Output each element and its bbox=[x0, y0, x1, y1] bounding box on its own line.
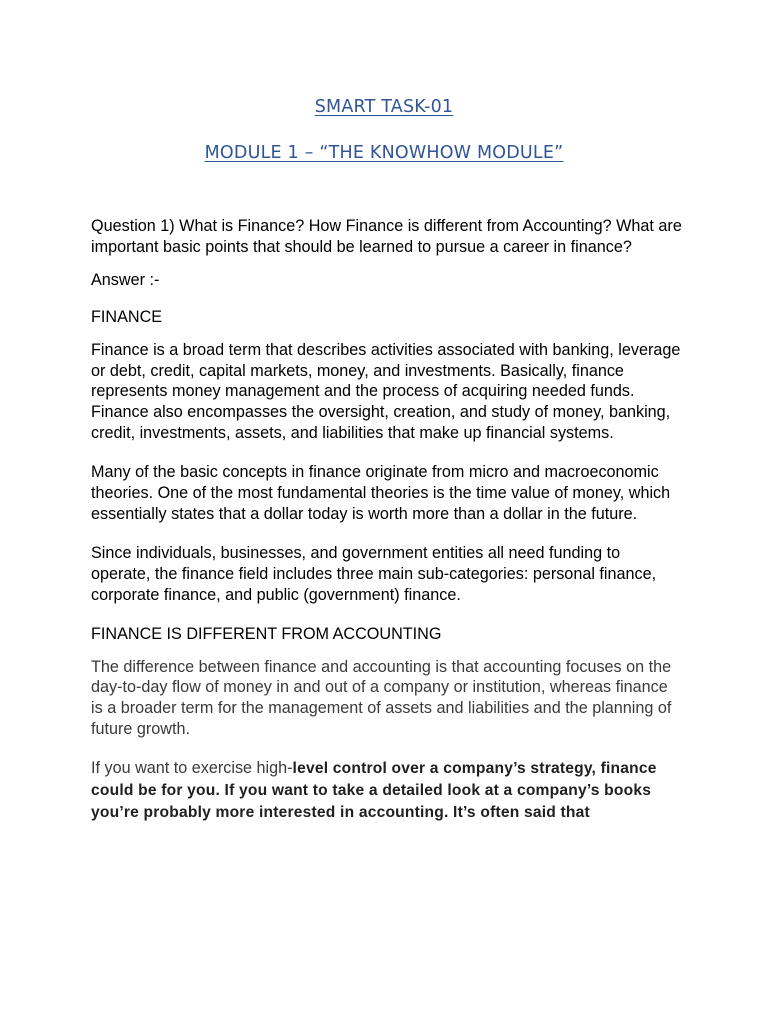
difference-paragraph-2-start: If you want to exercise high- bbox=[91, 759, 293, 778]
difference-paragraph-1: The difference between finance and accounting is that accounting focuses on the day-to-day flow of money in and out of a company or institution, whereas finance is a broader term for the management of assets and liabilities and the planning of future growth. bbox=[91, 657, 672, 739]
document-title: SMART TASK-01 bbox=[314, 97, 454, 117]
finance-heading: FINANCE bbox=[91, 307, 163, 326]
module-title: MODULE 1 – “THE KNOWHOW MODULE” bbox=[204, 143, 564, 163]
finance-paragraph-3: Since individuals, businesses, and government entities all need funding to operate, the finance field includes three main sub-categories: personal finance, corporate finance, and public (government) finance. bbox=[91, 543, 657, 604]
difference-paragraph-2 bbox=[91, 758, 683, 824]
answer-label: Answer :- bbox=[91, 270, 160, 289]
difference-paragraph-2-bold: level control over a company’s strategy, finance could be for you. If you want to take a detailed look at a company’s books you’re probably more interested in accounting. It’s often said that bbox=[91, 760, 657, 821]
finance-paragraph-2: Many of the basic concepts in finance originate from micro and macroeconomic theories. One of the most fundamental theories is the time value of money, which essentially states that a dollar today is worth more than a dollar in the future. bbox=[91, 463, 671, 523]
document-body bbox=[91, 216, 683, 824]
difference-heading: FINANCE IS DIFFERENT FROM ACCOUNTING bbox=[91, 624, 442, 643]
finance-paragraph-1: Finance is a broad term that describes activities associated with banking, leverage or debt, credit, capital markets, money, and investments. Basically, finance represents money management and the process of acquiring needed funds. Finance also encompasses the oversight, creation, and study of money, banking, credit, investments, assets, and liabilities that make up financial systems. bbox=[91, 340, 681, 443]
question-paragraph: Question 1) What is Finance? How Finance is different from Accounting? What are important basic points that should be learned to pursue a career in finance? bbox=[91, 217, 682, 256]
